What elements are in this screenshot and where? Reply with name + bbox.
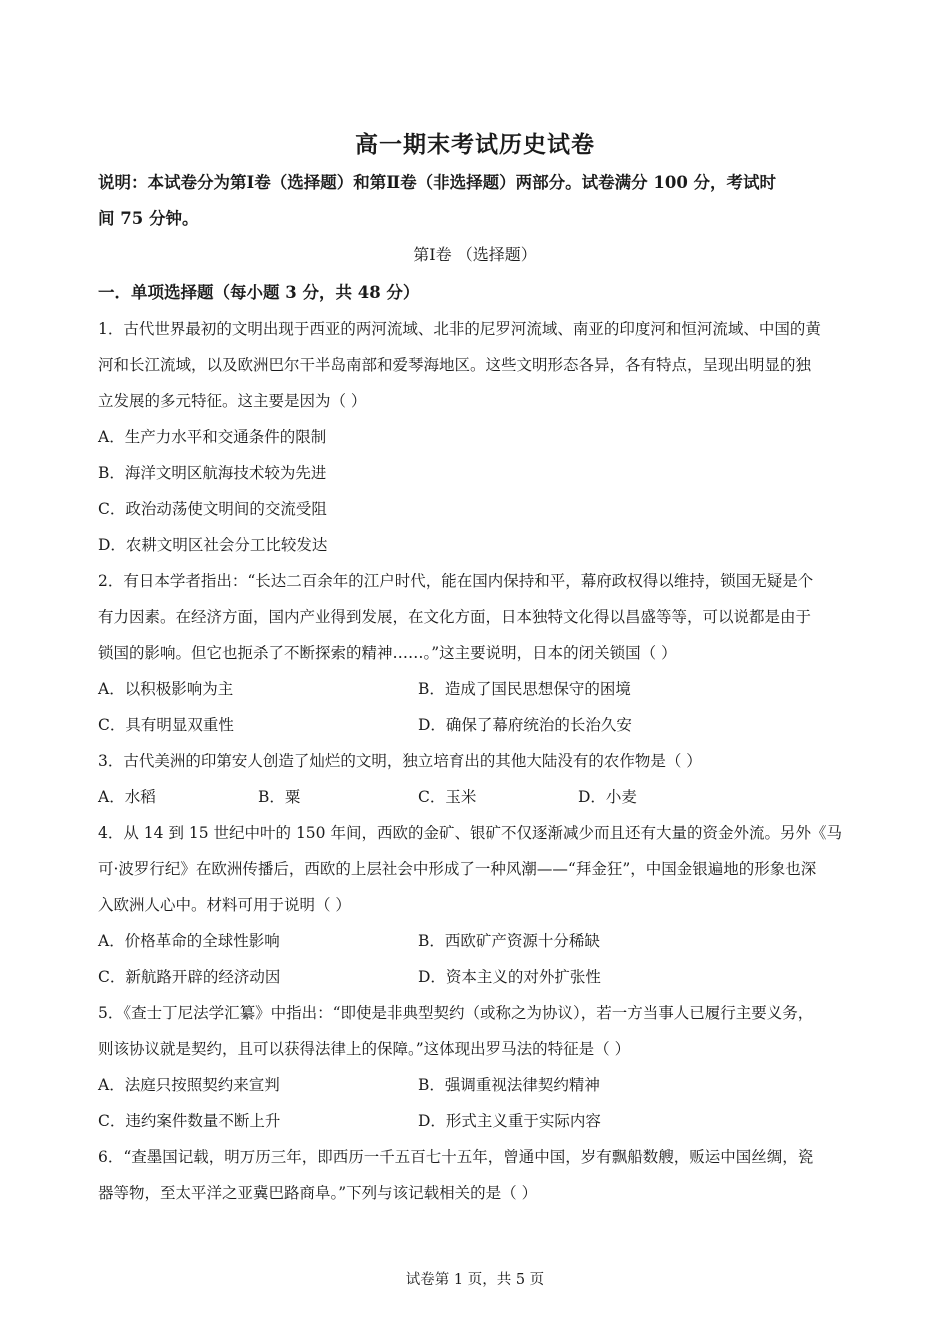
question-1-line-2: 河和长江流域，以及欧洲巴尔干半岛南部和爱琴海地区。这些文明形态各异，各有特点，呈现出明显的独: [98, 356, 812, 374]
page-footer: 试卷第 1 页，共 5 页: [405, 1272, 545, 1288]
question-2-option-c: C．具有明显双重性: [98, 716, 234, 734]
volume-heading: 第Ⅰ卷 （选择题）: [413, 245, 537, 264]
question-2-option-a: A．以积极影响为主: [98, 680, 234, 698]
question-4-option-a: A．价格革命的全球性影响: [98, 932, 280, 950]
question-2-line-1: 2．有日本学者指出：“长达二百余年的江户时代，能在国内保持和平，幕府政权得以维持，锁国无疑是个: [98, 572, 814, 590]
question-4-option-b: B．西欧矿产资源十分稀缺: [418, 932, 600, 950]
question-2-option-d: D．确保了幕府统治的长治久安: [418, 716, 632, 734]
question-3-option-c: C．玉米: [418, 788, 477, 806]
question-2-line-2: 有力因素。在经济方面，国内产业得到发展，在文化方面，日本独特文化得以昌盛等等，可以说都是由于: [98, 608, 812, 626]
question-3-option-a: A．水稻: [98, 788, 156, 806]
instructions-line-2: 间 75 分钟。: [98, 209, 199, 228]
question-5-option-b: B．强调重视法律契约精神: [418, 1076, 600, 1094]
question-4-option-c: C．新航路开辟的经济动因: [98, 968, 281, 986]
question-1-option-d: D．农耕文明区社会分工比较发达: [98, 536, 328, 554]
question-1-line-3: 立发展的多元特征。这主要是因为（ ）: [98, 392, 367, 410]
question-5-line-2: 则该协议就是契约，且可以获得法律上的保障。”这体现出罗马法的特征是（ ）: [98, 1040, 631, 1058]
question-1-line-1: 1．古代世界最初的文明出现于西亚的两河流域、北非的尼罗河流域、南亚的印度河和恒河流域、中国的黄: [98, 320, 821, 338]
question-3-line-1: 3．古代美洲的印第安人创造了灿烂的文明，独立培育出的其他大陆没有的农作物是（ ）: [98, 752, 702, 770]
question-1-option-b: B．海洋文明区航海技术较为先进: [98, 464, 327, 482]
question-4-line-2: 可·波罗行纪》在欧洲传播后，西欧的上层社会中形成了一种风潮——“拜金狂”，中国金银遍地的形象也深: [98, 860, 817, 878]
question-4-option-d: D．资本主义的对外扩张性: [418, 968, 601, 986]
question-5-line-1: 5．《查士丁尼法学汇纂》中指出：“即使是非典型契约（或称之为协议），若一方当事人已履行主要义务，: [98, 1004, 814, 1022]
question-5-option-c: C．违约案件数量不断上升: [98, 1112, 281, 1130]
question-6-line-1: 6．“查墨国记载，明万历三年，即西历一千五百七十五年，曾通中国，岁有飘船数艘，贩运中国丝绸，瓷: [98, 1148, 814, 1166]
question-2-line-3: 锁国的影响。但它也扼杀了不断探索的精神……。”这主要说明，日本的闭关锁国（ ）: [98, 644, 677, 662]
question-4-line-1: 4．从 14 到 15 世纪中叶的 150 年间，西欧的金矿、银矿不仅逐渐减少而且还有大量的资金外流。另外《马: [98, 824, 842, 842]
section-heading: 一．单项选择题（每小题 3 分，共 48 分）: [98, 283, 420, 302]
instructions-line-1: 说明：本试卷分为第Ⅰ卷（选择题）和第Ⅱ卷（非选择题）两部分。试卷满分 100 分，考试时: [98, 173, 777, 192]
question-2-option-b: B．造成了国民思想保守的困境: [418, 680, 631, 698]
question-1-option-a: A．生产力水平和交通条件的限制: [98, 428, 327, 446]
question-3-option-d: D．小麦: [578, 788, 637, 806]
question-5-option-a: A．法庭只按照契约来宣判: [98, 1076, 280, 1094]
question-6-line-2: 器等物，至太平洋之亚冀巴路商阜。”下列与该记载相关的是（ ）: [98, 1184, 538, 1202]
question-4-line-3: 入欧洲人心中。材料可用于说明（ ）: [98, 896, 351, 914]
exam-title: 高一期末考试历史试卷: [355, 131, 595, 158]
question-5-option-d: D．形式主义重于实际内容: [418, 1112, 601, 1130]
question-3-option-b: B．粟: [258, 788, 301, 806]
question-1-option-c: C．政治动荡使文明间的交流受阻: [98, 500, 327, 518]
